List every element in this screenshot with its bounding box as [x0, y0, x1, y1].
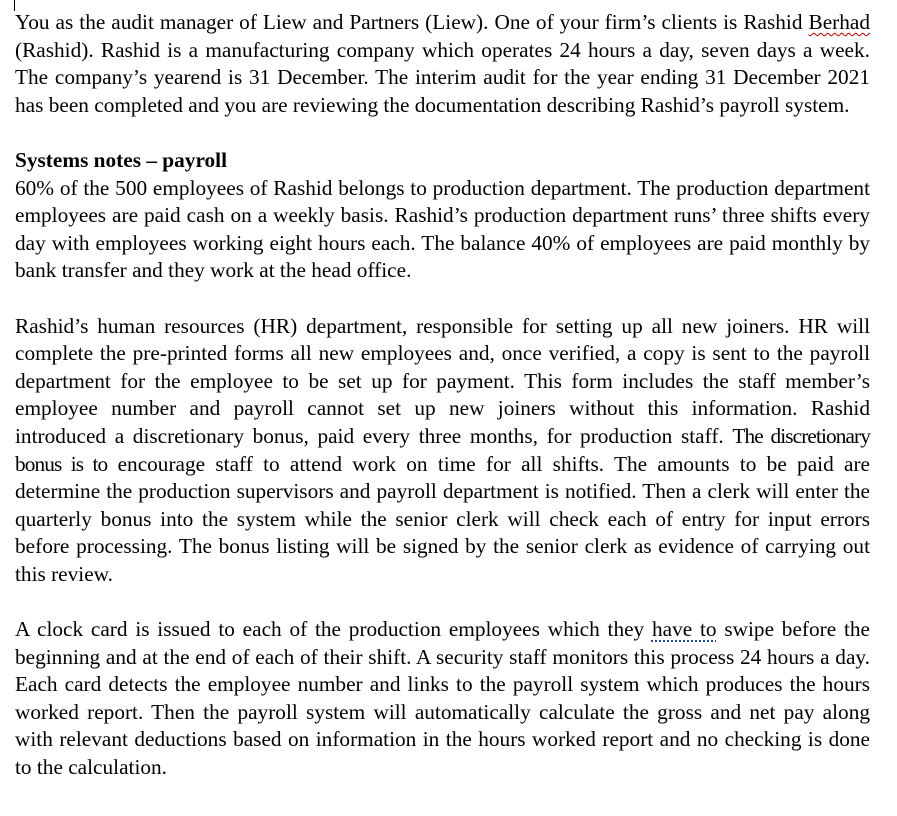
paragraph-spacer	[15, 119, 870, 147]
paragraph-3-text-start: A clock card is issued to each of the production employees which they	[15, 617, 652, 642]
paragraph-2-text-start: Rashid’s human resources (HR) department, responsible for setting up all new joiners. HR will complete the pre-printed forms all new employees and, once verified, a copy is sent to the payroll department for the employee to be set up for payment. This form includes the staff member’s employee number and payroll cannot set up new joiners without this information. Rashid introduced a discretionary bonus, paid every three months, for production staff.	[15, 313, 870, 448]
paragraph-spacer	[15, 588, 870, 616]
paragraph-spacer	[15, 285, 870, 313]
spelling-flagged-word[interactable]: Berhad	[808, 10, 870, 34]
document-body[interactable]	[15, 9, 870, 782]
grammar-flagged-phrase[interactable]: have to	[651, 617, 717, 642]
condensed-text-run: The discretionary bonus is to	[15, 423, 870, 476]
payroll-paragraph-3[interactable]	[15, 616, 870, 782]
intro-paragraph[interactable]	[15, 9, 870, 119]
payroll-paragraph-1[interactable]: 60% of the 500 employees of Rashid belongs to production department. The production department employees are paid cash on a weekly basis. Rashid’s production department runs’ three shifts every day with employees working eight hours each. The balance 40% of employees are paid monthly by bank transfer and they work at the head office.	[15, 175, 870, 283]
paragraph-2-text-end: encourage staff to attend work on time for all shifts. The amounts to be paid are determine the production supervisors and payroll department is notified. Then a clerk will enter the quarterly bonus into the system while the senior clerk will check each of entry for input errors before processing. The bonus listing will be signed by the senior clerk as evidence of carrying out this review.	[15, 451, 870, 586]
intro-text-start: You as the audit manager of Liew and Partners (Liew). One of your firm’s clients is Rashid	[15, 10, 809, 34]
payroll-paragraph-2[interactable]	[15, 313, 870, 589]
paragraph-3-text-end: swipe before the beginning and at the end of each of their shift. A security staff monitors this process 24 hours a day. Each card detects the employee number and links to the payroll system which produces the hours worked report. Then the payroll system will automatically calculate the gross and net pay along with relevant deductions based on information in the hours worked report and no checking is done to the calculation.	[15, 617, 870, 780]
intro-text-end: (Rashid). Rashid is a manufacturing company which operates 24 hours a day, seven days a week. The company’s yearend is 31 December. The interim audit for the year ending 31 December 2021 has been completed and you are reviewing the documentation describing Rashid’s payroll system.	[15, 37, 870, 117]
section-heading: Systems notes – payroll	[15, 147, 227, 172]
